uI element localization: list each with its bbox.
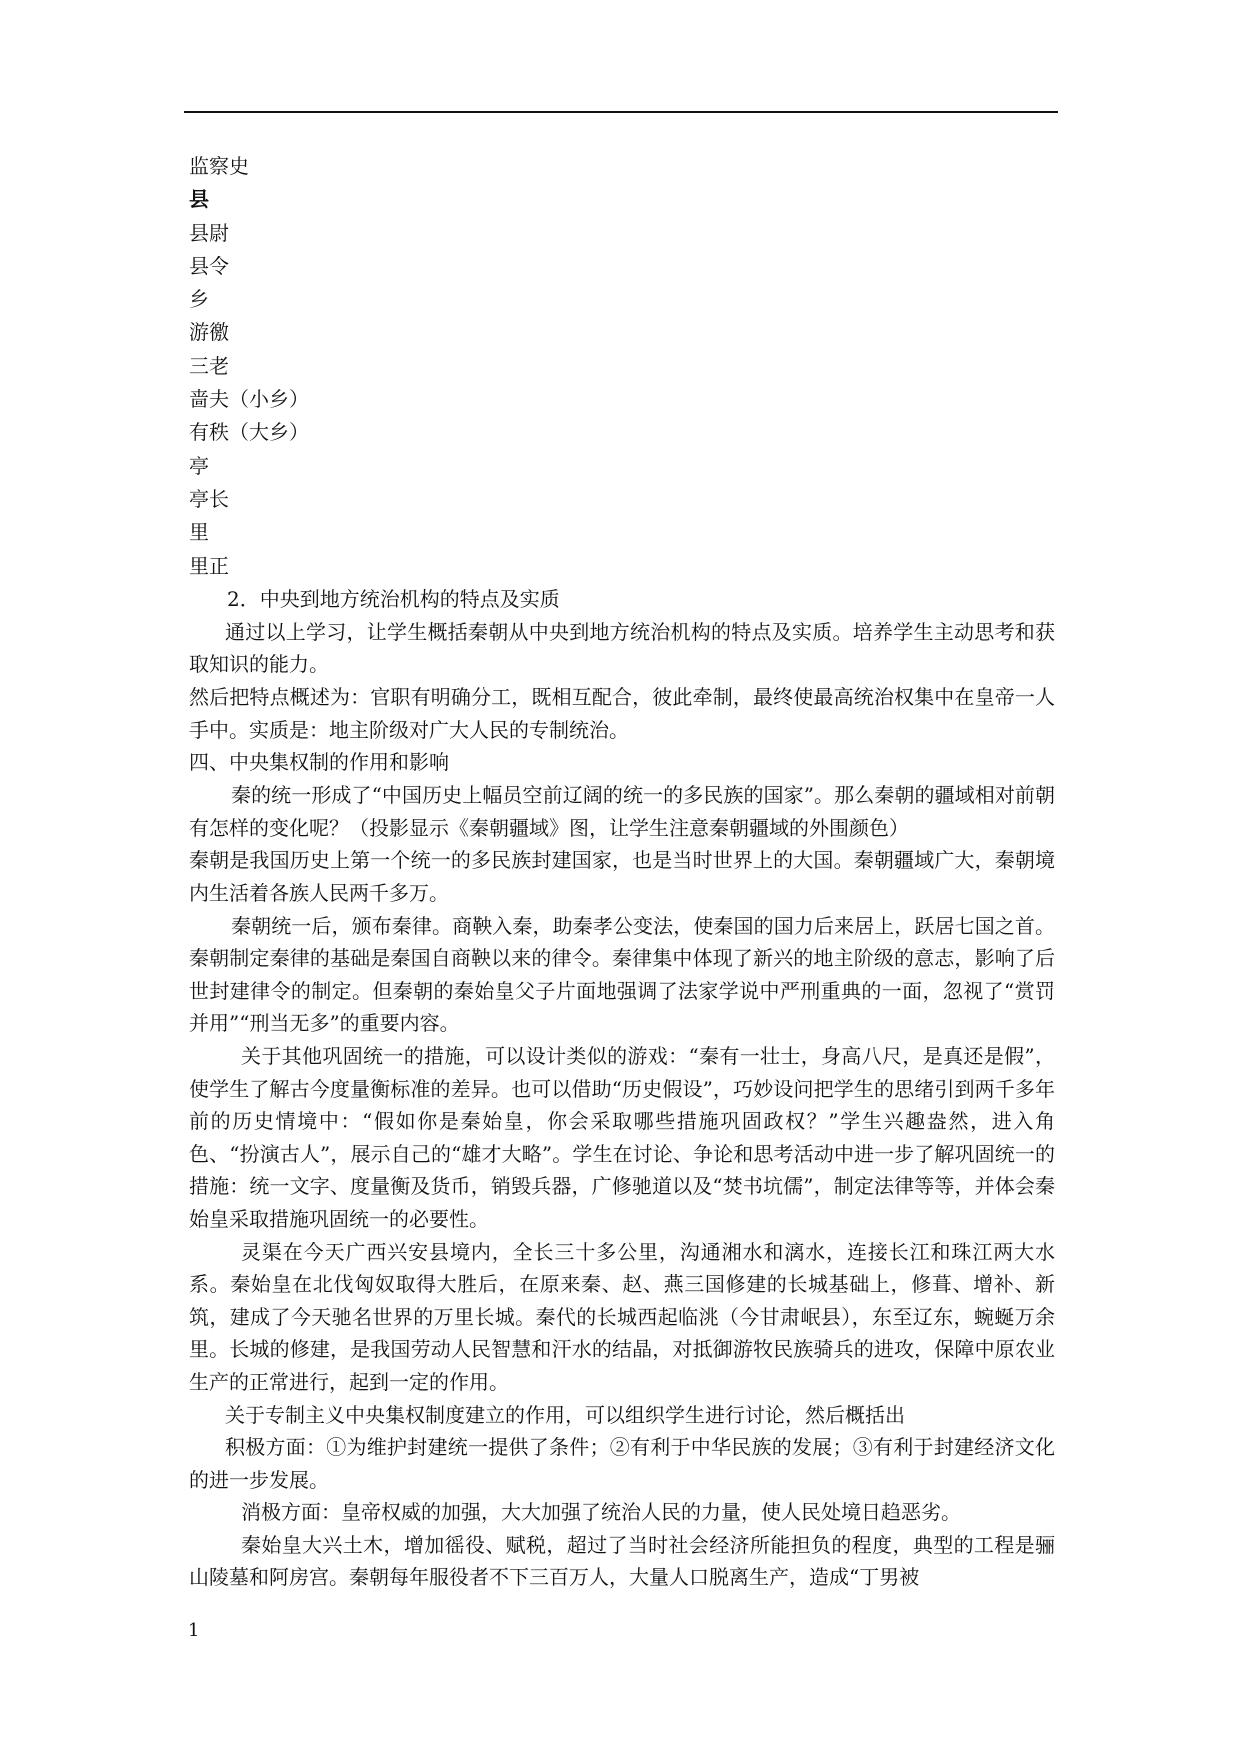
section-4-paragraph: 秦朝统一后，颁布秦律。商鞅入秦，助秦孝公变法，使秦国的国力后来居上，跃居七国之首。秦朝制定秦律的基础是秦国自商鞅以来的律令。秦律集中体现了新兴的地主阶级的意志，影响了后世封建律令的制定。但秦朝的秦始皇父子片面地强调了法家学说中严刑重典的一面，忽视了“赏罚并用”“刑当无多”的重要内容。 [189, 913, 1055, 1036]
section-4-paragraph: 关于专制主义中央集权制度建立的作用，可以组织学生进行讨论，然后概括出 [225, 1402, 905, 1427]
section-4-paragraph: 灵渠在今天广西兴安县境内，全长三十多公里，沟通湘水和漓水，连接长江和珠江两大水系。秦始皇在北伐匈奴取得大胜后，在原来秦、赵、燕三国修建的长城基础上，修葺、增补、新筑，建成了今天驰名世界的万里长城。秦代的长城西起临洮（今甘肃岷县），东至辽东，蜿蜒万余里。长城的修建，是我国劳动人民智慧和汗水的结晶，对抵御游牧民族骑兵的进攻，保障中原农业生产的正常进行，起到一定的作用。 [189, 1239, 1055, 1394]
page-number: 1 [188, 1620, 200, 1641]
section-4-body [189, 779, 1055, 1594]
hierarchy-list [189, 150, 1055, 583]
hierarchy-list-item: 县尉 [189, 220, 229, 245]
hierarchy-list-item: 县 [189, 187, 209, 212]
hierarchy-list-item: 里正 [189, 553, 229, 578]
section-4-heading: 四、中央集权制的作用和影响 [189, 750, 449, 775]
section-4-paragraph: 秦朝是我国历史上第一个统一的多民族封建国家，也是当时世界上的大国。秦朝疆域广大，秦朝境内生活着各族人民两千多万。 [189, 848, 1055, 906]
hierarchy-list-item: 亭 [189, 453, 209, 478]
hierarchy-list-item: 乡 [189, 287, 209, 312]
section-4-paragraph: 关于其他巩固统一的措施，可以设计类似的游戏：“秦有一壮士，身高八尺，是真还是假”，使学生了解古今度量衡标准的差异。也可以借助“历史假设”，巧妙设问把学生的思绪引到两千多年前的历史情境中：“假如你是秦始皇，你会采取哪些措施巩固政权？”学生兴趣盎然，进入角色、“扮演古人”，展示自己的“雄才大略”。学生在讨论、争论和思考活动中进一步了解巩固统一的措施：统一文字、度量衡及货币，销毁兵器，广修驰道以及“焚书坑儒”，制定法律等等，并体会秦始皇采取措施巩固统一的必要性。 [189, 1043, 1055, 1231]
page-content [189, 150, 1055, 1594]
section-4-paragraph: 秦的统一形成了“中国历史上幅员空前辽阔的统一的多民族的国家”。那么秦朝的疆域相对前朝有怎样的变化呢？（投影显示《秦朝疆域》图，让学生注意秦朝疆域的外围颜色） [189, 783, 1055, 840]
header-rule [184, 111, 1058, 113]
section-4-paragraph: 秦始皇大兴土木，增加徭役、赋税，超过了当时社会经济所能担负的程度，典型的工程是骊山陵墓和阿房宫。秦朝每年服役者不下三百万人，大量人口脱离生产，造成“丁男被 [189, 1532, 1055, 1590]
hierarchy-list-item: 里 [189, 520, 209, 545]
hierarchy-list-item: 监察史 [189, 154, 249, 178]
hierarchy-list-item: 游徼 [189, 320, 229, 345]
section-4-paragraph: 消极方面：皇帝权威的加强，大大加强了统治人民的力量，使人民处境日趋恶劣。 [241, 1500, 961, 1525]
hierarchy-list-item: 县令 [189, 253, 229, 278]
hierarchy-list-item: 啬夫（小乡） [189, 387, 309, 412]
section-2-heading: 2．中央到地方统治机构的特点及实质 [227, 586, 560, 611]
section-2-paragraph-1: 通过以上学习，让学生概括秦朝从中央到地方统治机构的特点及实质。培养学生主动思考和获取知识的能力。 [189, 619, 1055, 677]
hierarchy-list-item: 亭长 [189, 486, 229, 511]
hierarchy-list-item: 三老 [189, 353, 229, 378]
section-4-paragraph: 积极方面：①为维护封建统一提供了条件；②有利于中华民族的发展；③有利于封建经济文化的进一步发展。 [189, 1435, 1055, 1492]
section-2-paragraph-2: 然后把特点概述为：官职有明确分工，既相互配合，彼此牵制，最终使最高统治权集中在皇帝一人手中。实质是：地主阶级对广大人民的专制统治。 [189, 685, 1055, 742]
hierarchy-list-item: 有秩（大乡） [189, 420, 309, 445]
